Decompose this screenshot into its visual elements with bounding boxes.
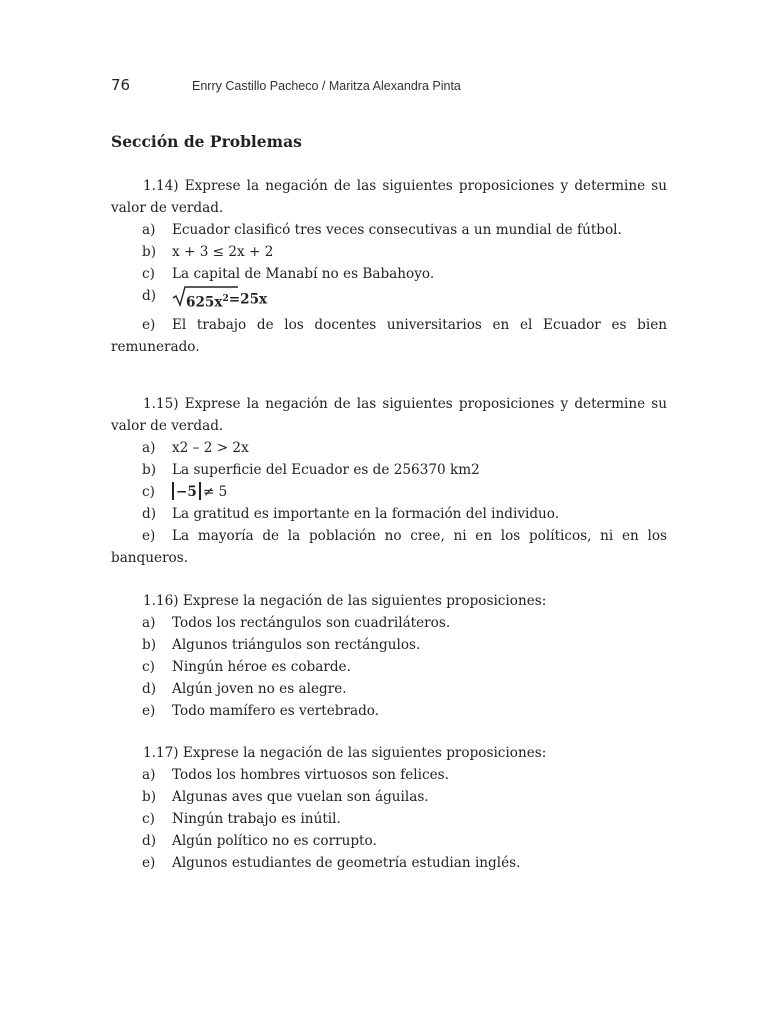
list-item [111,700,667,722]
item-text: La capital de Manabí no es Babahoyo. [172,266,435,282]
item-text: Todos los rectángulos son cuadriláteros. [172,615,451,631]
item-letter: a) [142,615,156,631]
abs-bar-right-icon [199,482,201,500]
item-letter: a) [142,440,156,456]
list-item [111,612,667,634]
item-letter: c) [142,811,155,827]
list-item [111,263,667,285]
problem-1-14 [111,175,667,358]
list-item [111,437,667,459]
item-letter: b) [142,637,157,653]
list-item [111,241,667,263]
item-text: Algunos triángulos son rectángulos. [172,637,421,653]
item-text: x2 – 2 > 2x [172,440,249,456]
item-letter: b) [142,789,157,805]
problem-statement: 1.14) Exprese la negación de las siguientes proposiciones y determine su valor de verdad. [111,178,667,216]
square-root-expression [172,285,229,314]
radicand-exponent: 2 [222,294,229,304]
radicand: 625x [186,294,223,311]
item-letter: c) [142,266,155,282]
list-item [111,852,667,874]
item-letter: e) [142,703,156,719]
item-letter: d) [142,833,157,849]
problem-statement: 1.16) Exprese la negación de las siguientes proposiciones: [143,593,547,609]
problem-statement: 1.15) Exprese la negación de las siguientes proposiciones y determine su valor de verdad. [111,396,667,434]
item-letter: b) [142,462,157,478]
item-letter: e) [142,855,156,871]
item-letter: d) [142,506,157,522]
item-letter: d) [142,681,157,697]
item-text: x + 3 ≤ 2x + 2 [172,244,274,260]
problem-1-16 [111,590,667,722]
item-text: Algún político no es corrupto. [172,833,377,849]
list-item [111,786,667,808]
item-letter: c) [142,484,155,500]
inequality-rhs: ≠ 5 [202,484,228,500]
item-letter: e) [142,528,156,544]
problem-1-15 [111,393,667,569]
list-item [111,678,667,700]
abs-bar-left-icon [172,482,174,500]
page-number: 76 [111,76,131,94]
item-letter: d) [142,288,157,304]
running-head-authors: Enrry Castillo Pacheco / Maritza Alexandra Pinta [192,79,461,93]
item-text: La gratitud es importante en la formación del individuo. [172,506,560,522]
item-letter: a) [142,767,156,783]
sqrt-equation [111,285,667,314]
item-letter: b) [142,244,157,260]
list-item [111,830,667,852]
list-item [111,656,667,678]
list-item [111,314,667,358]
item-text: La mayoría de la población no cree, ni en los políticos, ni en los banqueros. [111,528,667,566]
item-text: Ningún héroe es cobarde. [172,659,351,675]
list-item [111,634,667,656]
absolute-value-expression [111,481,667,503]
list-item [111,219,667,241]
abs-inner: −5 [176,484,197,500]
list-item [111,481,667,503]
item-text: Algún joven no es alegre. [172,681,347,697]
item-text: Todo mamífero es vertebrado. [172,703,380,719]
item-text: Algunas aves que vuelan son águilas. [172,789,429,805]
list-item [111,764,667,786]
radical-sign-icon [172,285,238,307]
item-text: El trabajo de los docentes universitarios en el Ecuador es bien remunerado. [111,316,667,355]
item-text: Todos los hombres virtuosos son felices. [172,767,449,783]
item-letter: a) [142,222,156,238]
equation-rhs: =25x [228,291,268,308]
item-text: Ecuador clasificó tres veces consecutivas a un mundial de fútbol. [172,222,622,238]
item-letter: e) [142,316,156,333]
item-text: Ningún trabajo es inútil. [172,811,341,827]
problem-statement: 1.17) Exprese la negación de las siguientes proposiciones: [143,745,547,761]
item-text: Algunos estudiantes de geometría estudian inglés. [172,855,521,871]
list-item [111,525,667,569]
list-item [111,808,667,830]
list-item [111,503,667,525]
list-item [111,459,667,481]
problem-1-17 [111,742,667,874]
section-title: Sección de Problemas [111,132,302,151]
list-item [111,285,667,314]
item-text: La superficie del Ecuador es de 256370 km2 [172,462,480,478]
item-letter: c) [142,659,155,675]
